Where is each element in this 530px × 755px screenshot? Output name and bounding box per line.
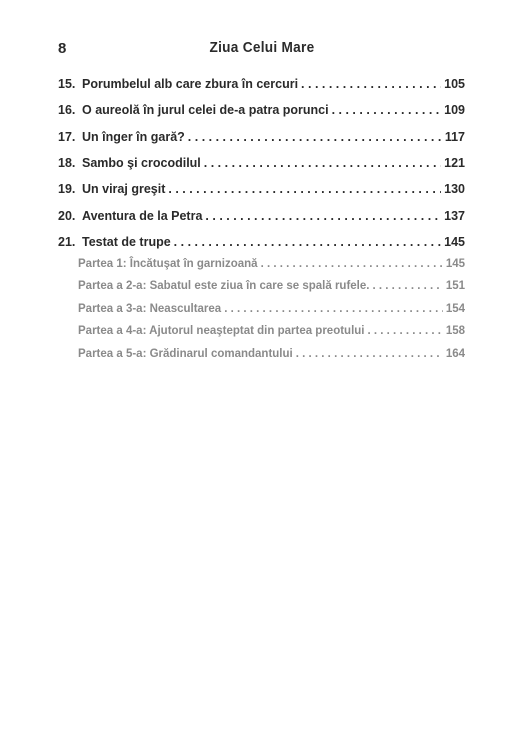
toc-entry-21[interactable] — [58, 235, 465, 249]
part-title: Partea 1: Încătuşat în garnizoană — [78, 258, 258, 270]
chapter-page: 121 — [444, 156, 465, 170]
chapter-number: 15. — [58, 77, 76, 91]
book-title: Ziua Celui Mare — [209, 40, 315, 56]
toc-entry-20[interactable] — [58, 209, 465, 223]
dot-leader — [168, 182, 441, 196]
part-page: 164 — [445, 348, 465, 360]
chapter-page: 109 — [444, 103, 465, 117]
chapter-number: 16. — [58, 103, 76, 117]
chapter-title: Aventura de la Petra — [82, 209, 203, 223]
chapter-number: 18. — [58, 156, 76, 170]
part-page: 154 — [445, 303, 465, 315]
page-number: 8 — [58, 40, 67, 57]
toc-entry-18[interactable] — [58, 156, 465, 170]
chapter-page: 117 — [444, 130, 465, 144]
chapter-page: 145 — [444, 235, 465, 249]
part-page: 151 — [445, 280, 465, 292]
chapter-title: Porumbelul alb care zbura în cercuri — [82, 77, 299, 91]
toc-part-5[interactable] — [58, 348, 465, 360]
dot-leader — [368, 325, 443, 337]
chapter-page: 130 — [444, 182, 465, 196]
dot-leader — [301, 77, 441, 91]
part-page: 145 — [445, 258, 465, 270]
part-page: 158 — [445, 325, 465, 337]
dot-leader — [188, 130, 442, 144]
toc-part-2[interactable] — [58, 280, 465, 292]
dot-leader — [332, 103, 442, 117]
chapter-title: Un viraj greşit — [82, 182, 166, 196]
dot-leader — [372, 280, 442, 292]
toc-entry-15[interactable] — [58, 77, 465, 91]
toc-entry-19[interactable] — [58, 182, 465, 196]
chapter-title: Sambo şi crocodilul — [82, 156, 201, 170]
dot-leader — [174, 235, 441, 249]
part-title: Partea a 2-a: Sabatul este ziua în care se spală rufele. — [78, 280, 370, 292]
dot-leader — [261, 258, 443, 270]
chapter-number: 17. — [58, 130, 76, 144]
chapter-title: Testat de trupe — [82, 235, 171, 249]
toc-part-3[interactable] — [58, 303, 465, 315]
chapter-page: 137 — [444, 209, 465, 223]
toc-entry-17[interactable] — [58, 130, 465, 144]
toc-part-4[interactable] — [58, 325, 465, 337]
chapter-title: O aureolă în jurul celei de-a patra porunci — [82, 103, 329, 117]
dot-leader — [296, 348, 443, 360]
page-header — [58, 40, 466, 60]
toc-entry-16[interactable] — [58, 103, 465, 117]
chapter-title: Un înger în gară? — [82, 130, 185, 144]
chapter-number: 20. — [58, 209, 76, 223]
part-title: Partea a 5-a: Grădinarul comandantului — [78, 348, 293, 360]
dot-leader — [205, 209, 441, 223]
chapter-page: 105 — [444, 77, 465, 91]
part-title: Partea a 4-a: Ajutorul neaşteptat din partea preotului — [78, 325, 365, 337]
chapter-number: 19. — [58, 182, 76, 196]
dot-leader — [204, 156, 441, 170]
dot-leader — [224, 303, 443, 315]
part-title: Partea a 3-a: Neascultarea — [78, 303, 222, 315]
chapter-number: 21. — [58, 235, 76, 249]
toc-part-1[interactable] — [58, 258, 465, 270]
